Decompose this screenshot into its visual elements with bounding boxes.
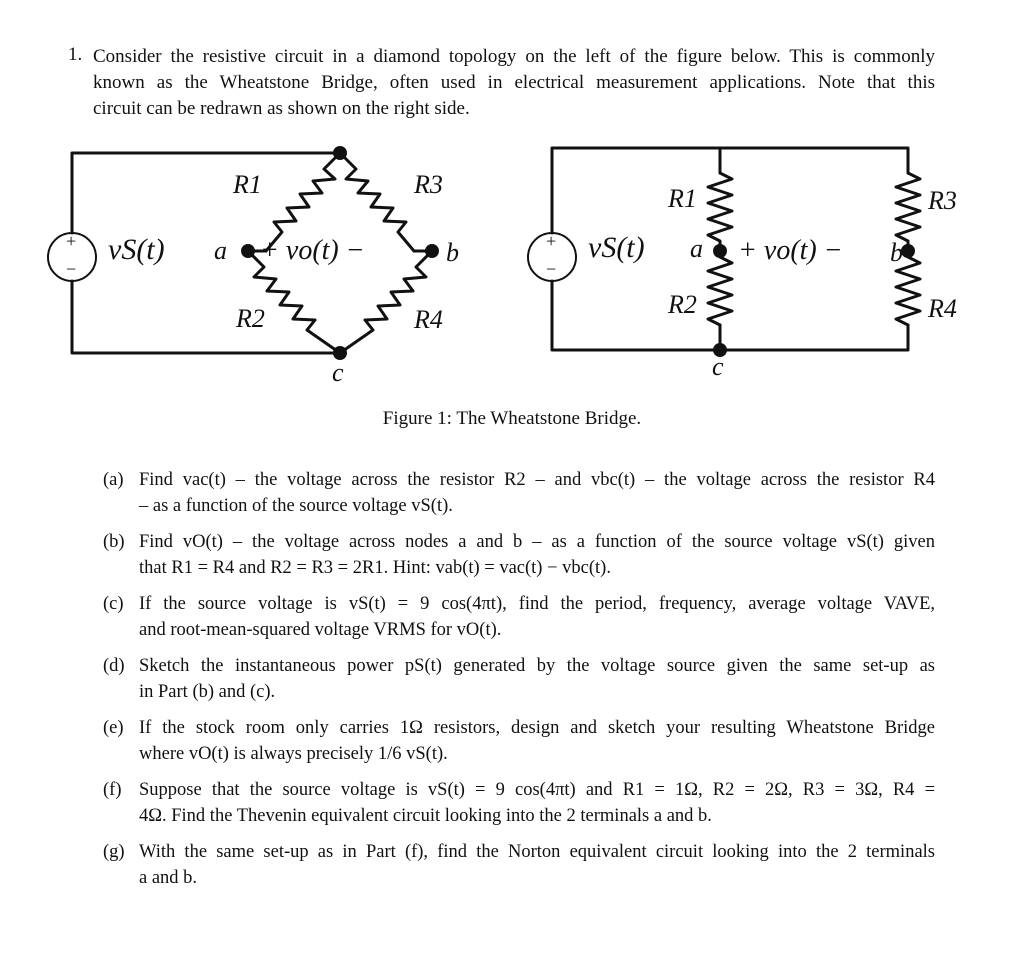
node-top [333,146,347,160]
node-a-label: a [690,234,703,263]
label-r3: R3 [414,170,443,199]
source-minus: − [546,259,557,279]
part-line: 4Ω. Find the Thevenin equivalent circuit looking into the 2 terminals a and b. [139,806,712,826]
part-a [103,467,935,519]
vo-label: + vo(t) − [738,235,843,266]
part-label: (f) [103,780,122,800]
label-r3: R3 [928,186,957,215]
resistor-r2 [248,251,340,353]
part-e [103,715,935,767]
node-b-dot [425,244,439,258]
source-plus: + [546,231,557,251]
part-line: Find vac(t) – the voltage across the resistor R2 – and vbc(t) – the voltage across the resistor R4 [139,470,935,490]
label-r4: R4 [414,305,443,334]
part-line: Find vO(t) – the voltage across nodes a and b – as a function of the source voltage vS(t) given [139,532,935,552]
wire [552,148,908,233]
node-a-dot [241,244,255,258]
node-b-label: b [890,238,903,267]
part-label: (c) [103,594,124,614]
vo-label: + vo(t) − [260,235,365,266]
label-r1: R1 [668,184,697,213]
problem-number: 1. [68,44,83,65]
part-label: (a) [103,470,124,490]
label-r2: R2 [236,304,265,333]
part-line: With the same set-up as in Part (f), find the Norton equivalent circuit looking into the 2 terminals [139,842,935,862]
part-c [103,591,935,643]
node-a-dot [713,244,727,258]
intro-line: known as the Wheatstone Bridge, often used in electrical measurement applications. Note that this [93,72,935,93]
label-r4: R4 [928,294,957,323]
node-a-label: a [214,236,227,265]
part-line: in Part (b) and (c). [139,682,276,702]
wheatstone-figure [0,135,1024,390]
part-line: where vO(t) is always precisely 1/6 vS(t). [139,744,448,764]
label-r2: R2 [668,290,697,319]
wire [552,281,908,350]
part-line: If the source voltage is vS(t) = 9 cos(4πt), find the period, frequency, average voltage VAVE, [139,594,935,614]
intro-line: Consider the resistive circuit in a diamond topology on the left of the figure below. This is commonly [93,46,935,67]
part-f [103,777,935,829]
intro-line: circuit can be redrawn as shown on the right side. [93,98,470,119]
node-c-label: c [332,358,344,387]
part-label: (e) [103,718,124,738]
part-label: (d) [103,656,125,676]
part-line: – as a function of the source voltage vS(t). [139,496,453,516]
resistor-r2 [708,251,732,325]
part-d [103,653,935,705]
node-c-label: c [712,352,724,381]
part-g [103,839,935,891]
part-line: Suppose that the source voltage is vS(t) = 9 cos(4πt) and R1 = 1Ω, R2 = 2Ω, R3 = 3Ω, R4 = [139,780,935,800]
part-line: and root-mean-squared voltage VRMS for vO(t). [139,620,502,640]
node-b-label: b [446,238,459,267]
part-label: (g) [103,842,125,862]
problem-parts [103,467,935,901]
part-line: If the stock room only carries 1Ω resistors, design and sketch your resulting Wheatstone Bridge [139,718,935,738]
source-label: vS(t) [588,231,645,264]
source-plus: + [66,231,77,251]
part-b [103,529,935,581]
part-line: a and b. [139,868,198,888]
resistor-r4 [340,251,432,353]
problem-intro [93,44,935,122]
figure-caption: Figure 1: The Wheatstone Bridge. [382,408,642,429]
wire [72,281,340,353]
part-line: that R1 = R4 and R2 = R3 = 2R1. Hint: vab(t) = vac(t) − vbc(t). [139,558,611,578]
node-b-dot [901,244,915,258]
part-label: (b) [103,532,125,552]
label-r1: R1 [233,170,262,199]
source-label: vS(t) [108,233,165,266]
part-line: Sketch the instantaneous power pS(t) generated by the voltage source given the same set-up as [139,656,935,676]
source-minus: − [66,259,77,279]
resistor-r1 [708,173,732,251]
